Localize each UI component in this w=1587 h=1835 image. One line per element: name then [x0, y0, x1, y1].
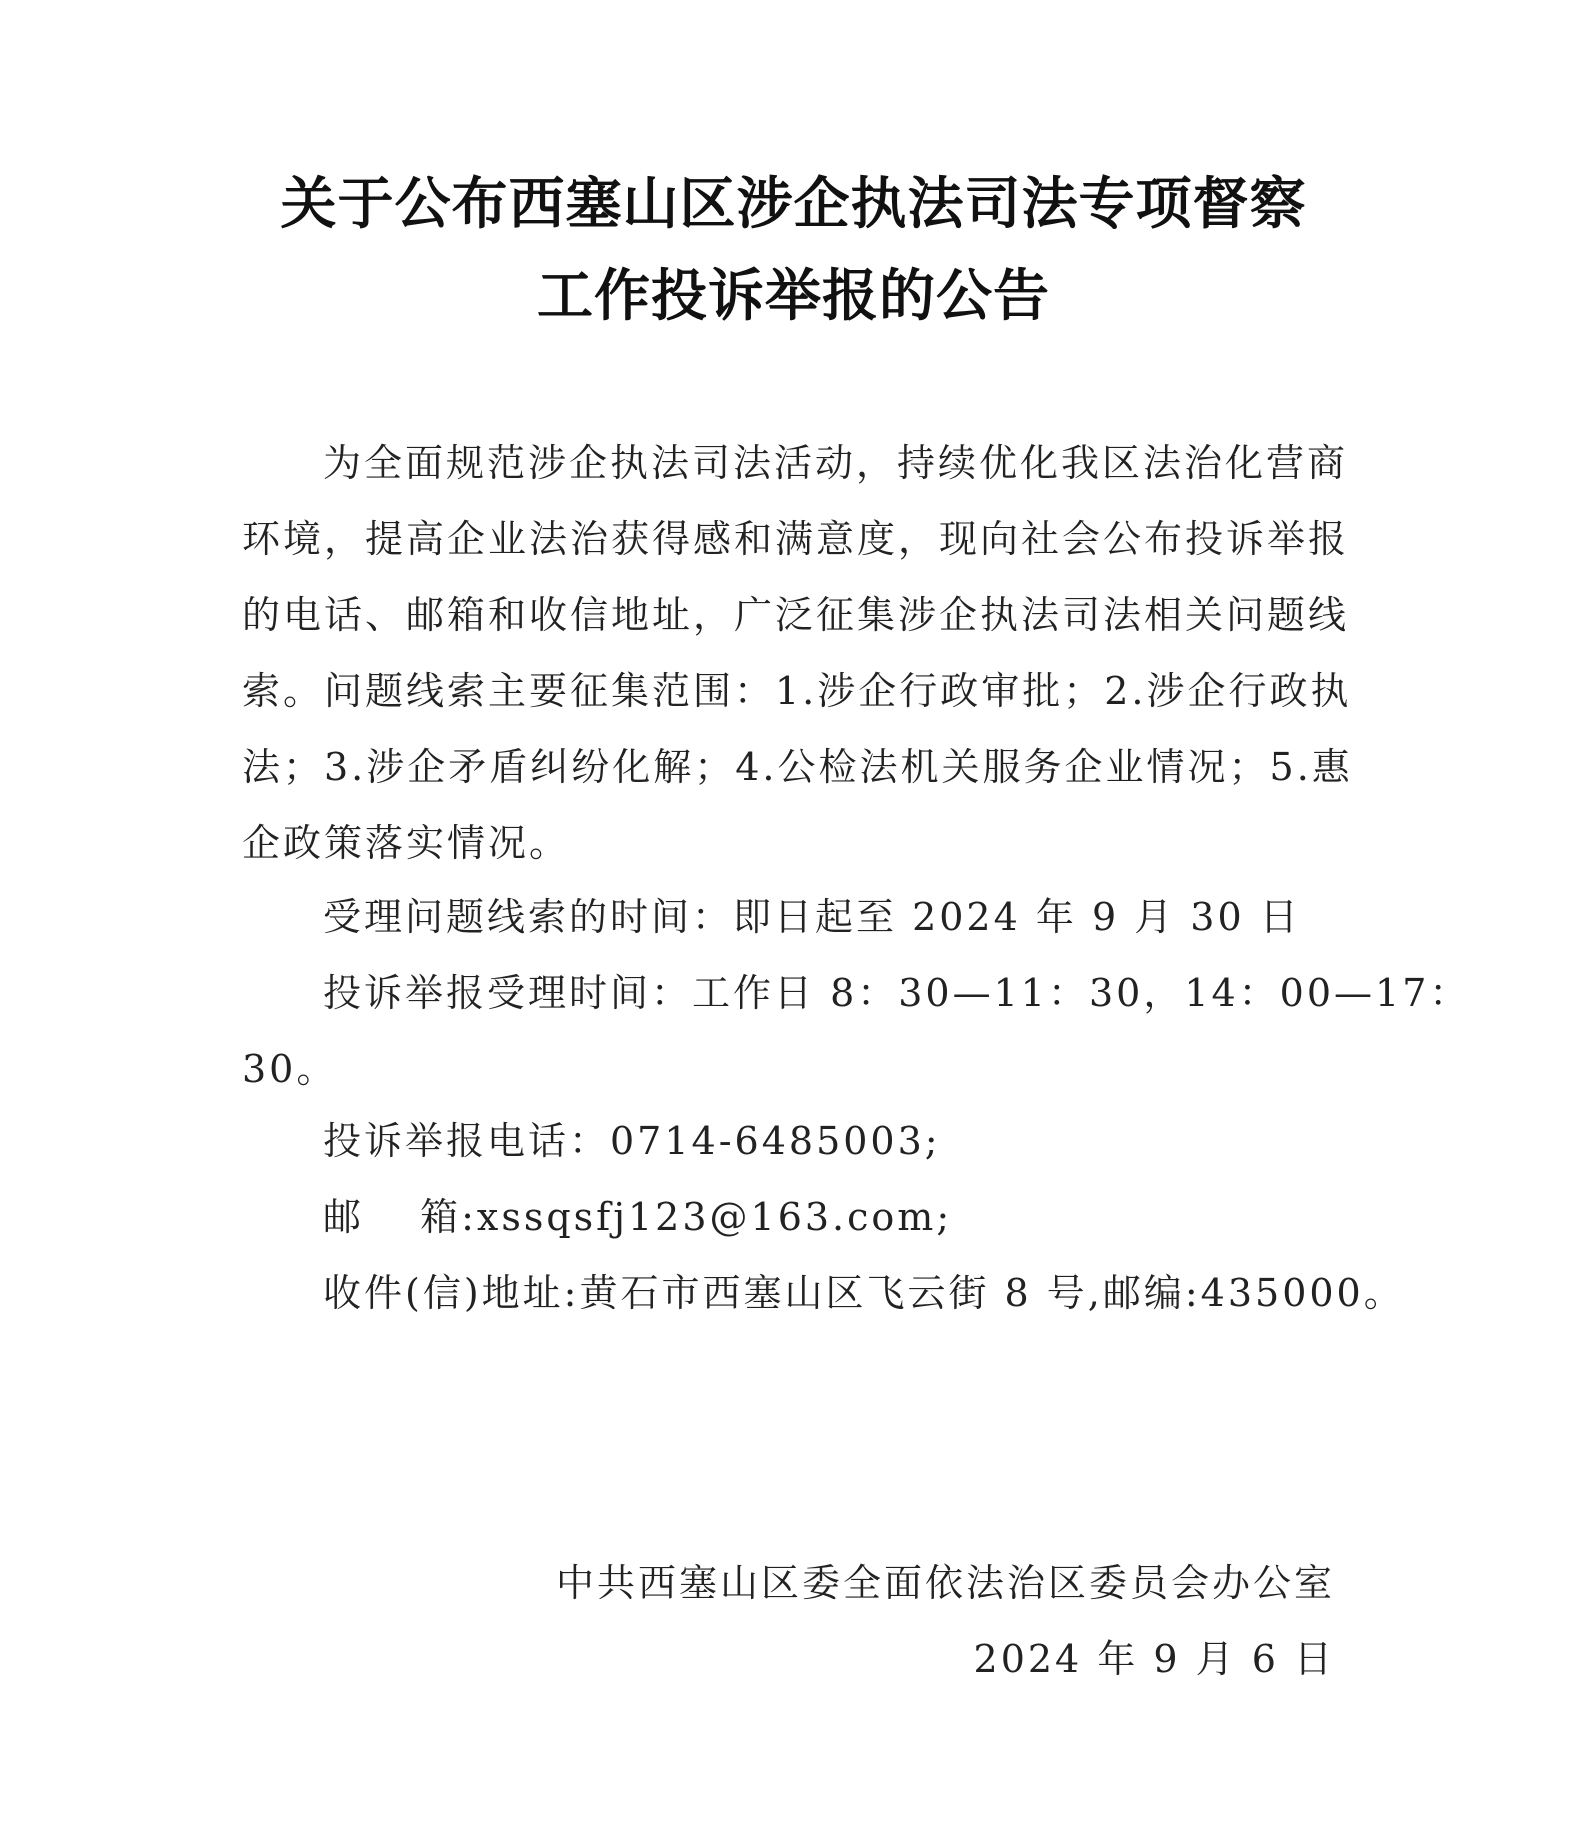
paragraph-line: 法；3.涉企矛盾纠纷化解；4.公检法机关服务企业情况；5.惠	[242, 745, 1353, 789]
document-title-line-1: 关于公布西塞山区涉企执法司法专项督察	[280, 171, 1307, 237]
complaint-email: 邮 箱:xssqsfj123@163.com;	[323, 1195, 953, 1239]
complaint-phone: 投诉举报电话：0714-6485003;	[323, 1119, 941, 1163]
office-hours: 投诉举报受理时间：工作日 8：30—11：30，14：00—17：	[323, 971, 1471, 1015]
paragraph-line: 为全面规范涉企执法司法活动，持续优化我区法治化营商	[323, 441, 1349, 485]
signature-organization: 中共西塞山区委全面依法治区委员会办公室	[555, 1561, 1335, 1605]
paragraph-line: 企政策落实情况。	[242, 821, 571, 865]
paragraph-line: 环境，提高企业法治获得感和满意度，现向社会公布投诉举报	[242, 517, 1350, 561]
mailing-address: 收件(信)地址:黄石市西塞山区飞云街 8 号,邮编:435000。	[323, 1271, 1405, 1315]
signature-date: 2024 年 9 月 6 日	[973, 1637, 1335, 1681]
office-hours-continued: 30。	[242, 1047, 338, 1091]
paragraph-line: 的电话、邮箱和收信地址，广泛征集涉企执法司法相关问题线	[242, 593, 1350, 637]
document-title-line-2: 工作投诉举报的公告	[537, 263, 1050, 329]
acceptance-period: 受理问题线索的时间：即日起至 2024 年 9 月 30 日	[323, 895, 1301, 939]
paragraph-line: 索。问题线索主要征集范围：1.涉企行政审批；2.涉企行政执	[242, 669, 1352, 713]
